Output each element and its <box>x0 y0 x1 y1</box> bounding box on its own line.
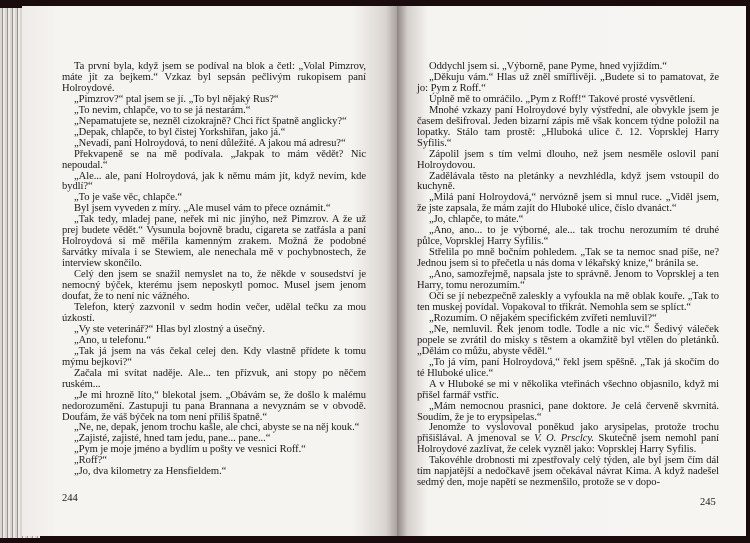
text-run: Zápolil jsem s tím velmi dlouho, než jsem nesměle oslovil paní Holroydovou. <box>417 148 719 171</box>
left-page <box>22 6 397 536</box>
text-run: Mnohé vzkazy paní Holroydové byly výstřední, ale obvykle jsem je časem dešifroval. Jeden bizarní zápis mě však koncem týdne položil na lopatky. Stálo tam prostě: „Hluboká ulice č. 12. Voprsklej Harry Syfilis.“ <box>417 104 719 149</box>
text-run: Střelila po mně bočním pohledem. „Tak se ta nemoc snad píše, ne? Jednou jsem si to přečetla u nás doma v lékařský knize,“ bránila se. <box>417 247 719 270</box>
paragraph <box>417 292 719 314</box>
text-run: „Jo, chlapče, to máte.“ <box>429 214 524 226</box>
text-run: „Ne, nemluvil. Řek jenom todle. Todle a nic víc.“ Šedivý váleček popele se zvrátil do misky s těstem a okamžitě byl vtělen do pletánků. „Dělám co můžu, abyste věděl.“ <box>417 323 719 357</box>
paragraph <box>417 73 719 95</box>
paragraph <box>417 380 719 402</box>
text-run: „Je mi hrozně líto,“ blekotal jsem. „Obávám se, že došlo k malému nedorozumění. Zastupuji tu pana Brannana a nevyznám se v obvodě. Doufám, že váš býček na tom není příliš špatně.“ <box>62 389 366 423</box>
text-run: „Depak, chlapče, to byl čistej Yorkshiřan, jako já.“ <box>74 126 286 138</box>
paragraph <box>417 226 719 248</box>
text-run: Zadělávala těsto na pletánky a nevzhlédla, když jsem vstoupil do kuchyně. <box>417 170 719 193</box>
text-run: „Ano, samozřejmě, napsala jste to správně. Jenom to Voprsklej a ten Harry, tomu nerozumím.“ <box>417 269 719 292</box>
paragraph <box>417 193 719 215</box>
left-page-text <box>62 62 366 478</box>
paragraph <box>62 172 366 194</box>
italic-text: V. O. Prsclcy. <box>534 433 594 445</box>
paragraph <box>417 423 719 456</box>
paragraph <box>417 172 719 194</box>
right-page <box>397 6 746 536</box>
text-run: Skutečně jsem nemohl paní Holroydové zazlívat, že celek vyzněl jako: Voprsklej Harry Syfilis. <box>417 433 719 456</box>
paragraph <box>62 150 366 172</box>
paragraph <box>417 358 719 380</box>
text-run: „Vy ste veterinář?“ Hlas byl zlostný a úsečný. <box>74 323 265 335</box>
text-run: Takovéhle drobnosti mi zpestřovaly celý týden, ale byl jsem čím dál tím napjatější a nedočkavě jsem očekával návrat Kima. A když nadešel sedmý den, moje napětí se nezmenšilo, protože se v dopo- <box>417 455 719 489</box>
text-run: Oddychl jsem si. „Výborně, pane Pyme, hned vyjíždím.“ <box>429 61 667 72</box>
text-run: A v Hluboké se mi v několika vteřinách všechno objasnilo, když mi přišel farmář vstříc. <box>417 378 719 401</box>
paragraph <box>62 270 366 303</box>
text-run: „Nepamatujete se, nezněl cizokrajně? Chci říct špatně anglicky?“ <box>74 115 347 127</box>
text-run: „Děkuju vám.“ Hlas už zněl smířlivěji. „Budete si to pamatovat, že jo: Pym z Roff.“ <box>417 71 719 94</box>
text-run: „Jo, dva kilometry za Hensfieldem.“ <box>74 466 227 478</box>
text-run: Telefon, který zazvonil v sedm hodin večer, udělal tečku za mou úzkostí. <box>62 301 366 324</box>
paragraph <box>417 325 719 358</box>
paragraph <box>62 347 366 369</box>
right-page-text <box>417 62 719 489</box>
text-run: „Mám nemocnou prasnici, pane doktore. Je celá červeně skvrnitá. Soudím, že je to erypsipelas.“ <box>417 400 719 423</box>
paragraph <box>417 270 719 292</box>
text-run: Překvapeně se na mě podívala. „Jakpak to mám vědět? Nic nepoudal.“ <box>62 148 366 171</box>
text-run: Ta první byla, když jsem se podíval na blok a četl: „Volal Pimzrov, máte jít za bejkem.“ Vzkaz byl sepsán pečlivým rukopisem paní Holroydové. <box>62 61 366 94</box>
text-run: Úplně mě to omráčilo. „Pym z Roff!“ Takové prosté vysvětlení. <box>429 93 696 105</box>
paragraph <box>62 467 366 478</box>
paragraph <box>62 303 366 325</box>
page-number-left: 244 <box>62 493 78 504</box>
text-run: Oči se jí nebezpečně zaleskly a vyfoukla na mě oblak kouře. „Tak to ten muskej povídal. Vopakoval to třikrát. Nemohla sem se splíct.“ <box>417 291 719 313</box>
text-run: „Rozumím. O nějakém specifickém zvířeti nemluvil?“ <box>429 312 657 324</box>
text-run: „Roff?“ <box>74 455 107 467</box>
paragraph <box>417 248 719 270</box>
paragraph <box>62 369 366 391</box>
text-run: „To je vaše věc, chlapče.“ <box>74 192 183 204</box>
paragraph <box>62 62 366 95</box>
paragraph <box>417 456 719 489</box>
text-run: „Tak já jsem na vás čekal celej den. Kdy vlastně přídete k tomu mýmu bejkovi?“ <box>62 345 366 368</box>
text-run: Celý den jsem se snažil nemyslet na to, že někde v sousedství je nemocný býček, kterému jsem neposkytl pomoc. Musel jsem jenom doufat, že to není nic vážného. <box>62 269 366 303</box>
text-run: „Nevadí, paní Holroydová, to není důležité. A jakou má adresu?“ <box>74 137 346 149</box>
paragraph <box>62 391 366 424</box>
text-run: „Zajisté, zajisté, hned tam jedu, pane... pane...“ <box>74 433 271 445</box>
text-run: „To nevim, chlapče, vo to se já nestarám.“ <box>74 104 251 116</box>
text-run: „Milá paní Holroydová,“ nervózně jsem si mnul ruce. „Viděl jsem, že jste zapsala, že mám zajít do Hluboké ulice, číslo dvanáct.“ <box>417 192 719 215</box>
paragraph <box>417 150 719 172</box>
text-run: „Ano, u telefonu.“ <box>74 334 152 346</box>
paragraph <box>62 215 366 270</box>
paragraph <box>417 106 719 150</box>
text-run: Byl jsem vyveden z míry. „Ale musel vám to přece oznámit.“ <box>74 203 331 215</box>
paragraph <box>417 402 719 424</box>
page-number-right: 245 <box>700 497 716 508</box>
text-run: „Pimzrov?“ ptal jsem se jí. „To byl nějaký Rus?“ <box>74 93 279 105</box>
text-run: „Tak tedy, mladej pane, neřek mi nic jinýho, než Pimzrov. A že už prej budete vědět.“ Vysunula bojovně bradu, cigareta se zatřásla a paní Holroydová si mě měřila kamenným zrakem. Možná že podobné šarvátky mívala i se Stewiem, ale nenechala mě v pochybnostech, že interview skončilo. <box>62 214 366 270</box>
text-run: „To já vím, paní Holroydová,“ řekl jsem spěšně. „Tak já skočím do té Hluboké ulice.“ <box>417 356 719 379</box>
text-run: „Ne, ne, depak, jenom trochu kašle, ale chci, abyste se na něj kouk.“ <box>74 422 360 434</box>
text-run: Jenomže to vyslovoval poněkud jako arysipelas, protože trochu přišišlával. A jmenoval se <box>417 422 719 445</box>
text-run: „Ano, ano... to je výborné, ale... tak trochu nerozumím té druhé půlce, Voprsklej Harry Syfilis.“ <box>417 225 719 248</box>
text-run: „Pym je moje jméno a bydlím u pošty ve vesnici Roff.“ <box>74 444 306 456</box>
text-run: Začala mi svítat naděje. Ale... ten přízvuk, ani stopy po něčem ruském... <box>62 367 366 390</box>
text-run: „Ale... ale, paní Holroydová, jak k němu mám jít, když nevím, kde bydlí?“ <box>62 170 366 193</box>
paragraph <box>62 445 366 456</box>
